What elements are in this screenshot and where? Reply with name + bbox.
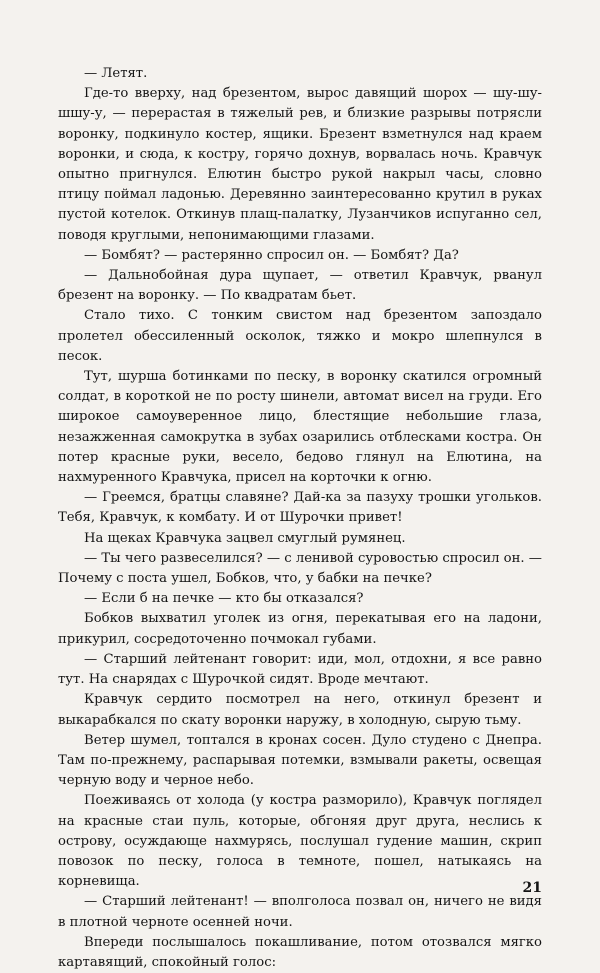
paragraph: На щеках Кравчука зацвел смуглый румянец. (84, 530, 406, 546)
paragraph: — Ты чего развеселился? — с ленивой суровостью спросил он. — Почему с поста ушел, Бобков, что, у бабки на печке? (58, 550, 542, 587)
paragraph: — Дальнобойная дура щупает, — ответил Кравчук, рванул брезент на воронку. — По квадратам бьет. (58, 268, 542, 304)
paragraph: Бобков выхватил уголек из огня, перекатывая его на ладони, прикурил, сосредоточенно почмокал губами. (58, 611, 542, 647)
paragraph: Поеживаясь от холода (у костра разморило), Кравчук поглядел на красные стаи пуль, которые, обгоняя друг друга, неслись к острову, осуждающе нахмурясь, послушал гудение машин, скрип повозок по песку, голоса в темноте, пошел, натыкаясь на корневища. (58, 793, 542, 890)
paragraph: — Летят. (84, 66, 148, 81)
paragraph: — Старший лейтенант! — вполголоса позвал он, ничего не видя в плотной черноте осенней ночи. (58, 894, 542, 930)
paragraph: Тут, шурша ботинками по песку, в воронку скатился огромный солдат, в короткой не по росту шинели, автомат висел на груди. Его широкое самоуверенное лицо, блестящие небольшие глаза, незажженная самокрутка в зубах озарились отблесками костра. Он потер красные руки, весело, бедово глянул на Елютина, на нахмуренного Кравчука, присел на корточки к огню. (58, 369, 542, 486)
paragraph: Впереди послышалось покашливание, потом отозвался мягко картавящий, спокойный голос: (58, 934, 542, 970)
page-number: 21 (522, 880, 542, 896)
paragraph: — Бомбят? — растерянно спросил он. — Бомбят? Да? (84, 247, 459, 263)
paragraph: Кравчук сердито посмотрел на него, откинул брезент и выкарабкался по скату воронки наружу, в холодную, сырую тьму. (58, 692, 542, 728)
page-text (58, 64, 542, 973)
paragraph: Ветер шумел, топтался в кронах сосен. Дуло студено с Днепра. Там по-прежнему, распарывая потемки, взмывали ракеты, освещая черную воду и черное небо. (58, 732, 542, 789)
paragraph: — Старший лейтенант говорит: иди, мол, отдохни, я все равно тут. На снарядах с Шурочкой сидят. Вроде мечтают. (58, 651, 542, 688)
paragraph: Стало тихо. С тонким свистом над брезентом запоздало пролетел обессиленный осколок, тяжко и мокро шлепнулся в песок. (58, 308, 542, 364)
paragraph: — Если б на печке — кто бы отказался? (84, 591, 364, 607)
paragraph: Где-то вверху, над брезентом, вырос давящий шорох — шу-шу-шшу-у, — перерастая в тяжелый рев, и близкие разрывы потрясли воронку, подкинуло костер, ящики. Брезент взметнулся над краем воронки, и сюда, к костру, горячо дохнув, ворвалась ночь. Кравчук опытно пригнулся. Елютин быстро рукой накрыл часы, словно птицу поймал ладонью. Деревянно заинтересованно крутил в руках пустой котелок. Откинув плащ-палатку, Лузанчиков испуганно сел, поводя круглыми, непонимающими глазами. (58, 86, 542, 243)
paragraph: — Греемся, братцы славяне? Дай-ка за пазуху трошки угольков. Тебя, Кравчук, к комбату. И от Шурочки привет! (58, 490, 542, 526)
